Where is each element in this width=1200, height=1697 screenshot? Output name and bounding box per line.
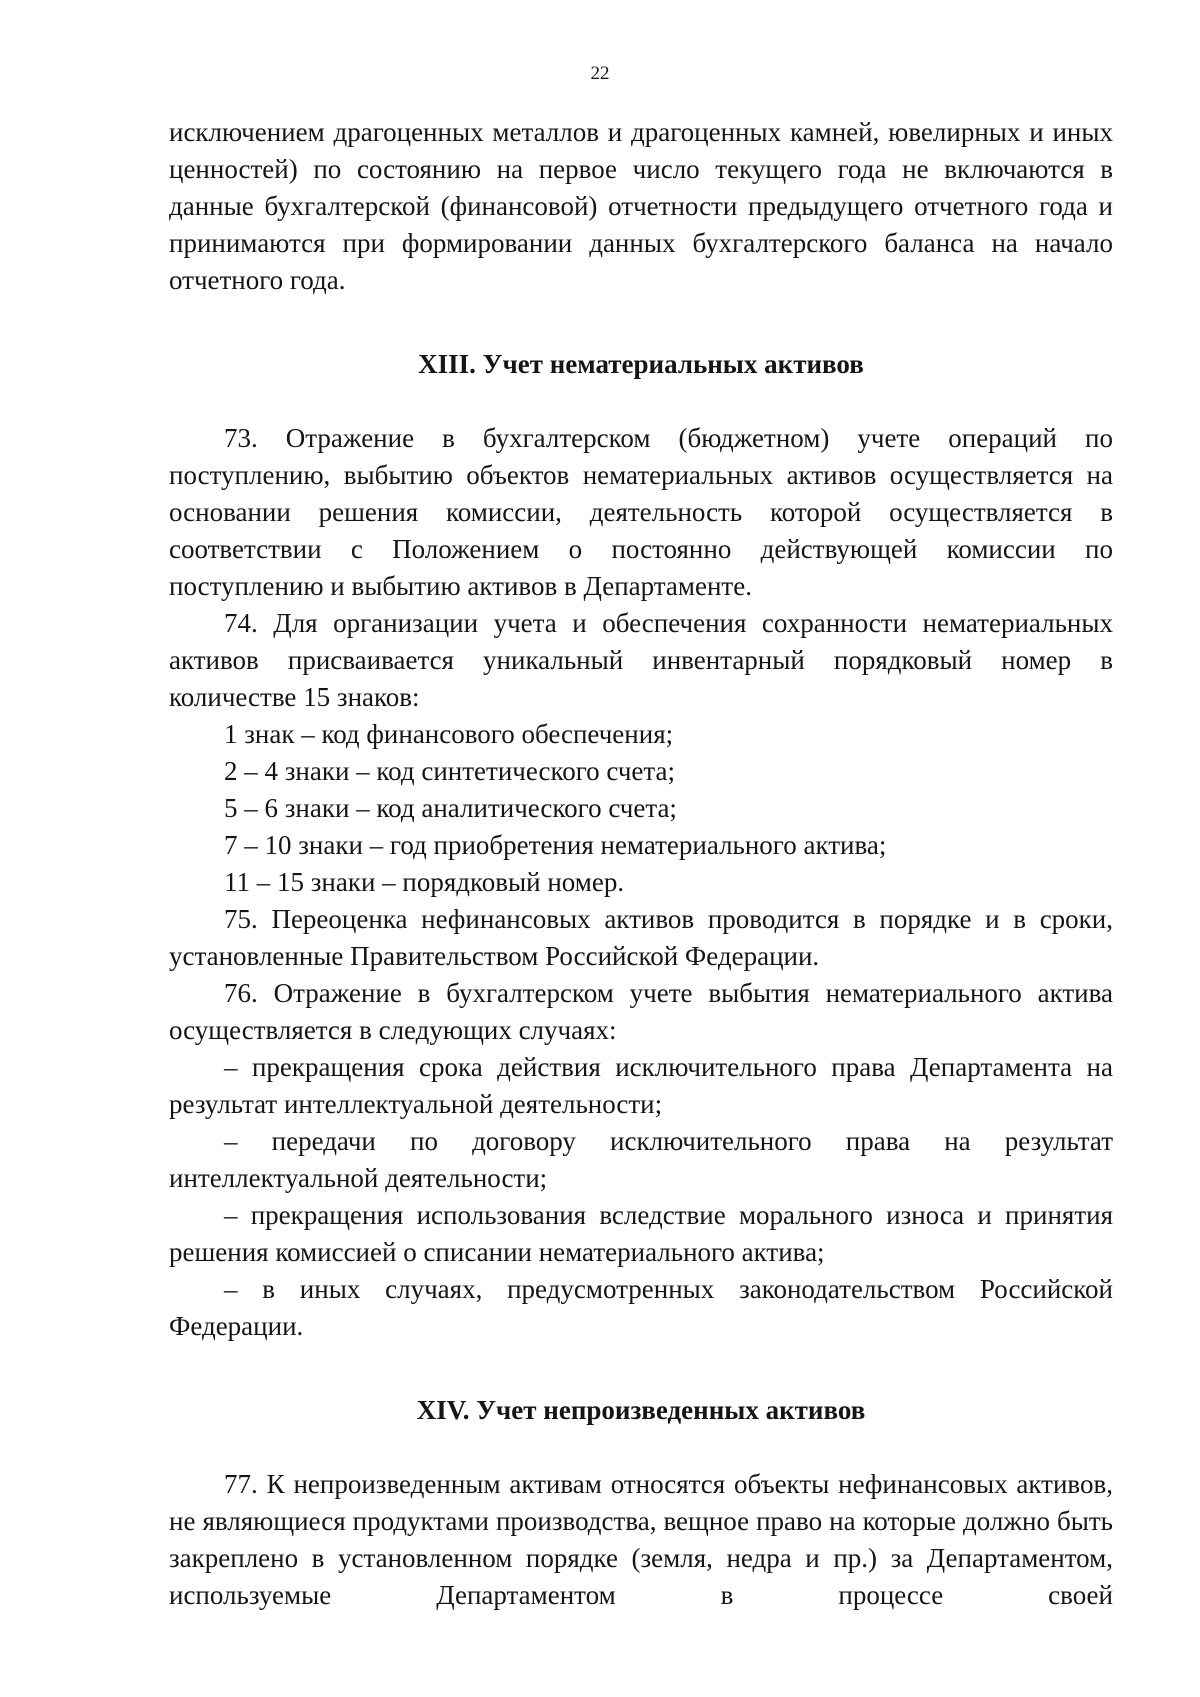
list-item: – передачи по договору исключительного права на результат интеллектуальной деятельности;	[169, 1126, 1113, 1193]
list-item: 7 – 10 знаки – год приобретения нематериального актива;	[224, 830, 887, 860]
list-item: 11 – 15 знаки – порядковый номер.	[224, 867, 625, 897]
list-item: – прекращения использования вследствие морального износа и принятия решения комиссией о списании нематериального актива;	[169, 1200, 1113, 1267]
intro-paragraph: исключением драгоценных металлов и драгоценных камней, ювелирных и иных ценностей) по состоянию на первое число текущего года не включаются в данные бухгалтерской (финансовой) отчетности предыдущего отчетного года и принимаются при формировании данных бухгалтерского баланса на начало отчетного года.	[169, 117, 1113, 295]
list-item: – прекращения срока действия исключительного права Департамента на результат интеллектуальной деятельности;	[169, 1052, 1113, 1119]
paragraph-75: 75. Переоценка нефинансовых активов проводится в порядке и в сроки, установленные Правительством Российской Федерации.	[169, 904, 1113, 971]
paragraph-73: 73. Отражение в бухгалтерском (бюджетном) учете операций по поступлению, выбытию объектов нематериальных активов осуществляется на основании решения комиссии, деятельность которой осуществляется в соответствии с Положением о постоянно действующей комиссии по поступлению и выбытию активов в Департаменте.	[169, 423, 1113, 601]
list-item: 5 – 6 знаки – код аналитического счета;	[224, 793, 677, 823]
section-13-heading: XIII. Учет нематериальных активов	[418, 349, 864, 379]
paragraph-74: 74. Для организации учета и обеспечения сохранности нематериальных активов присваивается уникальный инвентарный порядковый номер в количестве 15 знаков:	[169, 608, 1113, 712]
section-14-heading: XIV. Учет непроизведенных активов	[416, 1395, 866, 1425]
paragraph-76: 76. Отражение в бухгалтерском учете выбытия нематериального актива осуществляется в следующих случаях:	[169, 978, 1113, 1045]
list-item: 2 – 4 знаки – код синтетического счета;	[224, 756, 676, 786]
page-number: 22	[590, 63, 610, 84]
list-item: – в иных случаях, предусмотренных законодательством Российской Федерации.	[169, 1274, 1113, 1341]
paragraph-77: 77. К непроизведенным активам относятся объекты нефинансовых активов, не являющиеся продуктами производства, вещное право на которые должно быть закреплено в установленном порядке (земля, недра и пр.) за Департаментом, используемые Департаментом в процессе своей	[169, 1469, 1113, 1610]
list-item: 1 знак – код финансового обеспечения;	[224, 719, 674, 749]
document-body	[169, 114, 1113, 1614]
